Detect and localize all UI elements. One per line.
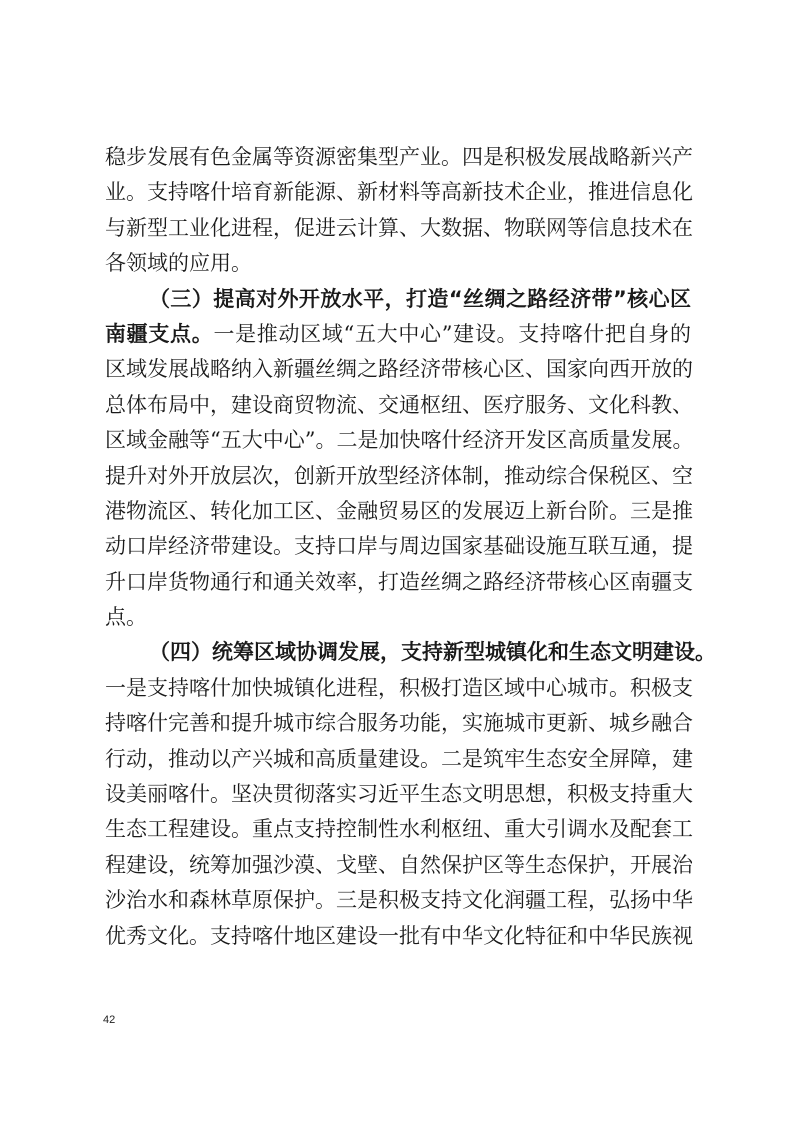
text-line <box>105 883 691 918</box>
text-line <box>105 494 691 529</box>
body-text: 点。 <box>105 605 147 630</box>
body-text: 生态工程建设。重点支持控制性水利枢纽、重大引调水及配套工 <box>105 817 693 842</box>
body-text: 设美丽喀什。坚决贯彻落实习近平生态文明思想，积极支持重大 <box>105 782 693 807</box>
text-line <box>105 919 691 954</box>
bold-heading-text: （三）提高对外开放水平，打造“丝绸之路经济带”核心区 <box>149 286 691 311</box>
body-text: 各领域的应用。 <box>105 251 252 276</box>
text-line <box>105 140 691 175</box>
body-text: 优秀文化。支持喀什地区建设一批有中华文化特征和中华民族视 <box>105 923 693 948</box>
text-line <box>105 812 691 847</box>
body-text: 稳步发展有色金属等资源密集型产业。四是积极发展战略新兴产 <box>105 145 693 169</box>
body-text: 区域金融等“五大中心”。二是加快喀什经济开发区高质量发展。 <box>105 428 694 453</box>
body-text: 动口岸经济带建设。支持口岸与周边国家基础设施互联互通，提 <box>105 534 693 559</box>
body-text: 升口岸货物通行和通关效率，打造丝绸之路经济带核心区南疆支 <box>105 569 693 594</box>
text-line <box>105 317 691 352</box>
body-text: 程建设，统筹加强沙漠、戈壁、自然保护区等生态保护，开展治 <box>105 852 693 877</box>
section-heading-line <box>105 282 691 317</box>
page-number: 42 <box>103 1014 116 1026</box>
body-text: 与新型工业化进程，促进云计算、大数据、物联网等信息技术在 <box>105 215 693 240</box>
text-line <box>105 848 691 883</box>
text-line <box>105 352 691 387</box>
body-text: 业。支持喀什培育新能源、新材料等高新技术企业，推进信息化 <box>105 180 693 205</box>
body-text: 提升对外开放层次，创新开放型经济体制，推动综合保税区、空 <box>105 463 693 488</box>
text-line <box>105 211 691 246</box>
text-line <box>105 671 691 706</box>
text-line <box>105 459 691 494</box>
body-text: 区域发展战略纳入新疆丝绸之路经济带核心区、国家向西开放的 <box>105 357 693 382</box>
bold-heading-text: （四）统筹区域协调发展，支持新型城镇化和生态文明建设。 <box>149 640 716 665</box>
section-heading-line <box>105 635 716 670</box>
text-line <box>105 600 691 635</box>
body-text: 行动，推动以产兴城和高质量建设。二是筑牢生态安全屏障，建 <box>105 746 693 771</box>
document-body <box>105 140 716 954</box>
body-text: 一是支持喀什加快城镇化进程，积极打造区域中心城市。积极支 <box>105 675 693 700</box>
text-line <box>105 246 691 281</box>
text-line <box>105 388 691 423</box>
body-text: 港物流区、转化加工区、金融贸易区的发展迈上新台阶。三是推 <box>105 498 693 523</box>
body-text: 持喀什完善和提升城市综合服务功能，实施城市更新、城乡融合 <box>105 711 693 736</box>
text-line <box>105 742 691 777</box>
body-text: 一是推动区域“五大中心”建设。支持喀什把自身的 <box>213 321 691 346</box>
text-line <box>105 529 691 564</box>
bold-heading-text: 南疆支点。 <box>105 321 214 346</box>
text-line <box>105 706 691 741</box>
body-text: 沙治水和森林草原保护。三是积极支持文化润疆工程，弘扬中华 <box>105 888 693 913</box>
text-line <box>105 777 691 812</box>
text-line <box>105 175 691 210</box>
text-line <box>105 423 694 458</box>
text-line <box>105 565 691 600</box>
body-text: 总体布局中，建设商贸物流、交通枢纽、医疗服务、文化科教、 <box>105 392 693 417</box>
